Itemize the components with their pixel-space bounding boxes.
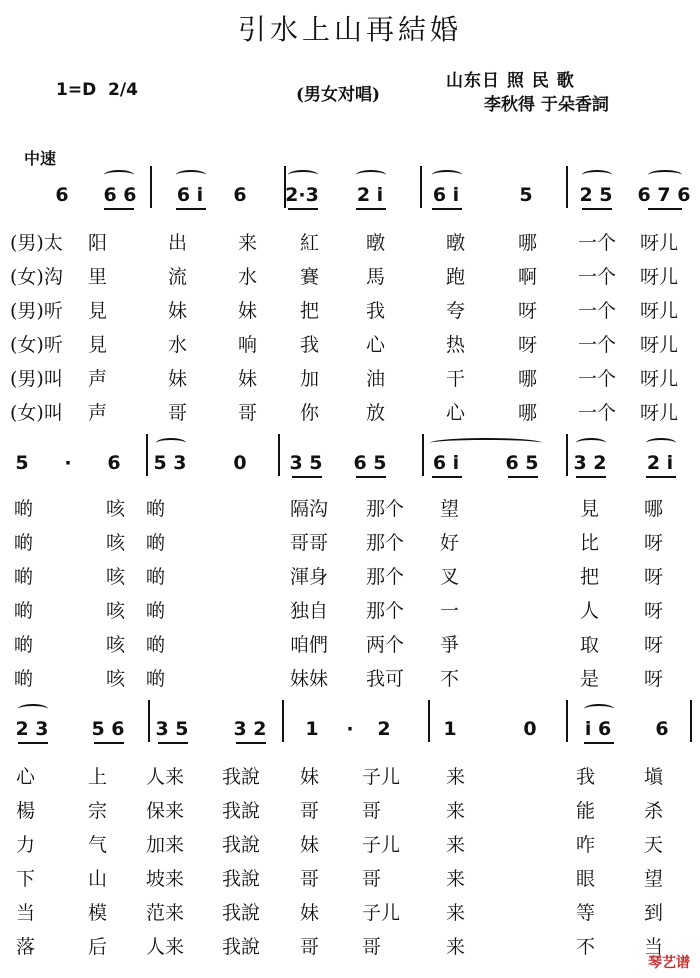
lyric-word: 子儿 xyxy=(362,766,401,788)
lyric-word: 气 xyxy=(88,834,108,856)
lyric-word: 人 xyxy=(580,600,600,622)
barline xyxy=(566,700,568,742)
lyric-word: 山 xyxy=(88,868,108,890)
barline xyxy=(420,166,422,208)
lyric-word: 到 xyxy=(644,902,664,924)
beam-line xyxy=(584,742,614,744)
note: 3 2 xyxy=(233,718,267,740)
lyric-word: 宗 xyxy=(88,800,108,822)
lyric-word: 来 xyxy=(446,766,466,788)
note: 3 2 xyxy=(573,452,607,474)
lyric-word: 爭 xyxy=(440,634,460,656)
beam-line xyxy=(432,476,462,478)
lyric-word: 是 xyxy=(580,668,600,690)
lyric-word: 一个 xyxy=(578,300,617,322)
lyric-word: 好 xyxy=(440,532,460,554)
lyric-word: 油 xyxy=(366,368,386,390)
lyric-word: 哪 xyxy=(518,232,538,254)
note: 1 xyxy=(305,718,319,740)
note: 6 xyxy=(107,452,121,474)
slur-mark xyxy=(176,170,206,180)
lyric-word: 夸 xyxy=(446,300,466,322)
lyric-word: 水 xyxy=(168,334,188,356)
lyric-word: 不 xyxy=(440,668,460,690)
lyric-word: 啲 xyxy=(146,634,166,656)
lyric-word: 我說 xyxy=(222,800,261,822)
lyric-word: 咳 xyxy=(106,566,126,588)
lyric-word: (女)沟 xyxy=(10,266,63,288)
lyric-word: 我說 xyxy=(222,902,261,924)
barline xyxy=(282,700,284,742)
lyric-word: 啲 xyxy=(14,498,34,520)
lyric-word: (男)叫 xyxy=(10,368,63,390)
lyric-word: 来 xyxy=(446,902,466,924)
lyric-word: 見 xyxy=(88,334,108,356)
lyric-word: 咳 xyxy=(106,634,126,656)
beam-line xyxy=(356,208,386,210)
beam-line xyxy=(508,476,538,478)
note: 3 5 xyxy=(289,452,323,474)
lyric-word: 不 xyxy=(576,936,596,958)
lyric-word: 咋 xyxy=(576,834,596,856)
note: 6 xyxy=(655,718,669,740)
lyric-word: 隔沟 xyxy=(290,498,329,520)
lyric-word: 落 xyxy=(16,936,36,958)
barline xyxy=(150,166,152,208)
barline xyxy=(422,434,424,476)
note: 2 3 xyxy=(15,718,49,740)
beam-line xyxy=(646,476,676,478)
lyric-word: 来 xyxy=(446,936,466,958)
barline xyxy=(690,700,692,742)
lyric-word: 咳 xyxy=(106,600,126,622)
lyric-word: 我可 xyxy=(366,668,405,690)
lyric-word: 来 xyxy=(446,800,466,822)
lyric-word: 妹 xyxy=(238,300,258,322)
lyric-word: 把 xyxy=(580,566,600,588)
slur-mark xyxy=(104,170,134,180)
lyric-word: 哪 xyxy=(518,368,538,390)
lyric-word: 呀 xyxy=(518,300,538,322)
note: 2 i xyxy=(356,184,384,206)
subtitle: (男女对唱) xyxy=(296,85,381,105)
note: 6 xyxy=(233,184,247,206)
note: 6 i xyxy=(432,452,460,474)
note: 5 xyxy=(15,452,29,474)
lyric-word: 妹 xyxy=(300,902,320,924)
slur-mark xyxy=(576,438,606,448)
lyric-word: 我 xyxy=(576,766,596,788)
beam-line xyxy=(576,476,606,478)
beam-line xyxy=(104,208,134,210)
lyric-word: 妹妹 xyxy=(290,668,329,690)
lyric-word: 暾 xyxy=(366,232,386,254)
lyric-word: 我說 xyxy=(222,868,261,890)
time-signature: 2/4 xyxy=(108,80,138,100)
lyric-word: 啲 xyxy=(14,600,34,622)
lyric-word: 呀儿 xyxy=(640,334,679,356)
lyric-word: (男)听 xyxy=(10,300,63,322)
lyric-word: 眼 xyxy=(576,868,596,890)
lyric-word: 我說 xyxy=(222,834,261,856)
lyric-word: 我 xyxy=(300,334,320,356)
lyric-word: 声 xyxy=(88,368,108,390)
note: 6 6 xyxy=(103,184,137,206)
lyric-word: 咳 xyxy=(106,668,126,690)
barline xyxy=(148,700,150,742)
lyric-word: 跑 xyxy=(446,266,466,288)
lyric-word: 妹 xyxy=(168,300,188,322)
lyric-word: 天 xyxy=(644,834,664,856)
lyric-word: 那个 xyxy=(366,532,405,554)
lyric-word: 呀儿 xyxy=(640,232,679,254)
barline xyxy=(566,434,568,476)
lyric-word: 你 xyxy=(300,402,320,424)
slur-mark xyxy=(430,438,542,448)
lyric-word: 啲 xyxy=(146,668,166,690)
beam-line xyxy=(18,742,48,744)
note: 6 i xyxy=(432,184,460,206)
lyric-word: 力 xyxy=(16,834,36,856)
slur-mark xyxy=(648,170,682,180)
lyric-word: 咳 xyxy=(106,498,126,520)
lyric-word: 干 xyxy=(446,368,466,390)
note: i 6 xyxy=(584,718,612,740)
lyric-word: 哥 xyxy=(238,402,258,424)
slur-mark xyxy=(356,170,386,180)
lyric-word: 哥 xyxy=(362,800,382,822)
lyric-word: 呀 xyxy=(518,334,538,356)
lyric-word: 一个 xyxy=(578,232,617,254)
note: 6 5 xyxy=(505,452,539,474)
beam-line xyxy=(582,208,612,210)
note: 3 5 xyxy=(155,718,189,740)
lyric-word: 上 xyxy=(88,766,108,788)
slur-mark xyxy=(18,704,48,714)
beam-line xyxy=(356,476,386,478)
lyric-word: 哪 xyxy=(518,402,538,424)
lyric-word: 咳 xyxy=(106,532,126,554)
note: 5 3 xyxy=(153,452,187,474)
lyric-word: 妹 xyxy=(238,368,258,390)
lyric-word: 等 xyxy=(576,902,596,924)
lyric-word: 声 xyxy=(88,402,108,424)
beam-line xyxy=(432,208,462,210)
lyric-word: 啲 xyxy=(146,600,166,622)
lyric-word: 子儿 xyxy=(362,902,401,924)
lyric-word: 賽 xyxy=(300,266,320,288)
beam-line xyxy=(648,208,682,210)
beam-line xyxy=(176,208,206,210)
note: 0 xyxy=(233,452,247,474)
lyric-word: 当 xyxy=(644,936,664,958)
lyric-word: 啲 xyxy=(146,498,166,520)
lyric-word: 那个 xyxy=(366,600,405,622)
lyric-word: 馬 xyxy=(366,266,386,288)
note: · xyxy=(346,718,354,740)
lyric-word: 把 xyxy=(300,300,320,322)
lyric-word: 哥哥 xyxy=(290,532,329,554)
lyric-word: 里 xyxy=(88,266,108,288)
song-title: 引水上山再結婚 xyxy=(237,13,462,46)
note: 2 i xyxy=(646,452,674,474)
note: 6 5 xyxy=(353,452,387,474)
lyric-word: 呀 xyxy=(644,600,664,622)
lyric-word: 能 xyxy=(576,800,596,822)
lyric-word: 心 xyxy=(366,334,386,356)
lyric-word: 塡 xyxy=(644,766,664,788)
lyric-word: 叉 xyxy=(440,566,460,588)
lyric-word: 一个 xyxy=(578,368,617,390)
lyric-word: 出 xyxy=(168,232,188,254)
lyric-word: 心 xyxy=(446,402,466,424)
lyric-word: 呀儿 xyxy=(640,402,679,424)
note: 6 i xyxy=(176,184,204,206)
barline xyxy=(146,434,148,476)
lyric-word: (男)太 xyxy=(10,232,63,254)
lyric-word: 一个 xyxy=(578,334,617,356)
lyric-word: 模 xyxy=(88,902,108,924)
lyricists: 李秋得 于朵香詞 xyxy=(484,95,609,115)
note: 2·3 xyxy=(285,184,319,206)
lyric-word: 一个 xyxy=(578,402,617,424)
lyric-word: 啲 xyxy=(14,566,34,588)
lyric-word: 下 xyxy=(16,868,36,890)
slur-mark xyxy=(582,170,612,180)
lyric-word: 那个 xyxy=(366,566,405,588)
lyric-word: 暾 xyxy=(446,232,466,254)
lyric-word: 来 xyxy=(446,834,466,856)
barline xyxy=(278,434,280,476)
lyric-word: 呀 xyxy=(644,566,664,588)
lyric-word: 呀儿 xyxy=(640,368,679,390)
lyric-word: 阳 xyxy=(88,232,108,254)
lyric-word: 一 xyxy=(440,600,460,622)
lyric-word: 比 xyxy=(580,532,600,554)
lyric-word: 我說 xyxy=(222,936,261,958)
lyric-word: 取 xyxy=(580,634,600,656)
tempo-marking: 中速 xyxy=(24,149,57,168)
lyric-word: 見 xyxy=(580,498,600,520)
slur-mark xyxy=(646,438,676,448)
lyric-word: 啊 xyxy=(518,266,538,288)
beam-line xyxy=(288,208,318,210)
slur-mark xyxy=(432,170,462,180)
lyric-word: 人来 xyxy=(146,766,185,788)
barline xyxy=(566,166,568,208)
lyric-word: (女)听 xyxy=(10,334,63,356)
key-signature: 1=D 2/4 xyxy=(56,80,138,100)
lyric-word: 呀儿 xyxy=(640,266,679,288)
lyric-word: 望 xyxy=(644,868,664,890)
note: 6 xyxy=(55,184,69,206)
lyric-word: 那个 xyxy=(366,498,405,520)
lyric-word: 妹 xyxy=(300,834,320,856)
beam-line xyxy=(158,742,188,744)
lyric-word: 保来 xyxy=(146,800,185,822)
lyric-word: 子儿 xyxy=(362,834,401,856)
lyric-word: 人来 xyxy=(146,936,185,958)
lyric-word: 呀 xyxy=(644,532,664,554)
lyric-word: 当 xyxy=(16,902,36,924)
note: 2 xyxy=(377,718,391,740)
lyric-word: 范来 xyxy=(146,902,185,924)
note: 5 xyxy=(519,184,533,206)
note: 5 6 xyxy=(91,718,125,740)
lyric-word: 啲 xyxy=(14,532,34,554)
lyric-word: 妹 xyxy=(168,368,188,390)
origin: 山东日 照 民 歌 xyxy=(446,71,575,91)
note: 2 5 xyxy=(579,184,613,206)
lyric-word: 呀 xyxy=(644,634,664,656)
watermark-logo: 琴艺谱 xyxy=(648,955,690,971)
lyric-word: 見 xyxy=(88,300,108,322)
lyric-word: 我 xyxy=(366,300,386,322)
beam-line xyxy=(236,742,266,744)
lyric-word: 响 xyxy=(238,334,258,356)
lyric-word: 两个 xyxy=(366,634,405,656)
beam-line xyxy=(94,742,124,744)
lyric-word: 我說 xyxy=(222,766,261,788)
lyric-word: 啲 xyxy=(146,532,166,554)
lyric-word: 啲 xyxy=(14,634,34,656)
lyric-word: 来 xyxy=(446,868,466,890)
lyric-word: 后 xyxy=(88,936,108,958)
lyric-word: 妹 xyxy=(300,766,320,788)
lyric-word: 咱們 xyxy=(290,634,329,656)
lyric-word: 流 xyxy=(168,266,188,288)
lyric-word: 啲 xyxy=(14,668,34,690)
lyric-word: 哥 xyxy=(362,868,382,890)
lyric-word: 哪 xyxy=(644,498,664,520)
note: 6 7 6 xyxy=(637,184,691,206)
beam-line xyxy=(292,476,322,478)
lyric-word: 来 xyxy=(238,232,258,254)
lyric-word: 紅 xyxy=(300,232,320,254)
note: 0 xyxy=(523,718,537,740)
lyric-word: (女)叫 xyxy=(10,402,63,424)
lyric-word: 杀 xyxy=(644,800,664,822)
lyric-word: 渾身 xyxy=(290,566,329,588)
slur-mark xyxy=(584,704,614,714)
lyric-word: 望 xyxy=(440,498,460,520)
lyric-word: 水 xyxy=(238,266,258,288)
lyric-word: 热 xyxy=(446,334,466,356)
slur-mark xyxy=(156,438,186,448)
lyric-word: 哥 xyxy=(300,936,320,958)
lyric-word: 坡来 xyxy=(146,868,185,890)
lyric-word: 心 xyxy=(16,766,36,788)
note: · xyxy=(64,452,72,474)
note: 1 xyxy=(443,718,457,740)
lyric-word: 呀儿 xyxy=(640,300,679,322)
lyric-word: 加来 xyxy=(146,834,185,856)
lyric-word: 一个 xyxy=(578,266,617,288)
lyric-word: 哥 xyxy=(168,402,188,424)
slur-mark xyxy=(288,170,318,180)
lyric-word: 呀 xyxy=(644,668,664,690)
barline xyxy=(428,700,430,742)
lyric-word: 独自 xyxy=(290,600,329,622)
lyric-word: 啲 xyxy=(146,566,166,588)
lyric-word: 哥 xyxy=(300,868,320,890)
lyric-word: 楊 xyxy=(16,800,36,822)
lyric-word: 哥 xyxy=(362,936,382,958)
lyric-word: 加 xyxy=(300,368,320,390)
lyric-word: 哥 xyxy=(300,800,320,822)
lyric-word: 放 xyxy=(366,402,386,424)
